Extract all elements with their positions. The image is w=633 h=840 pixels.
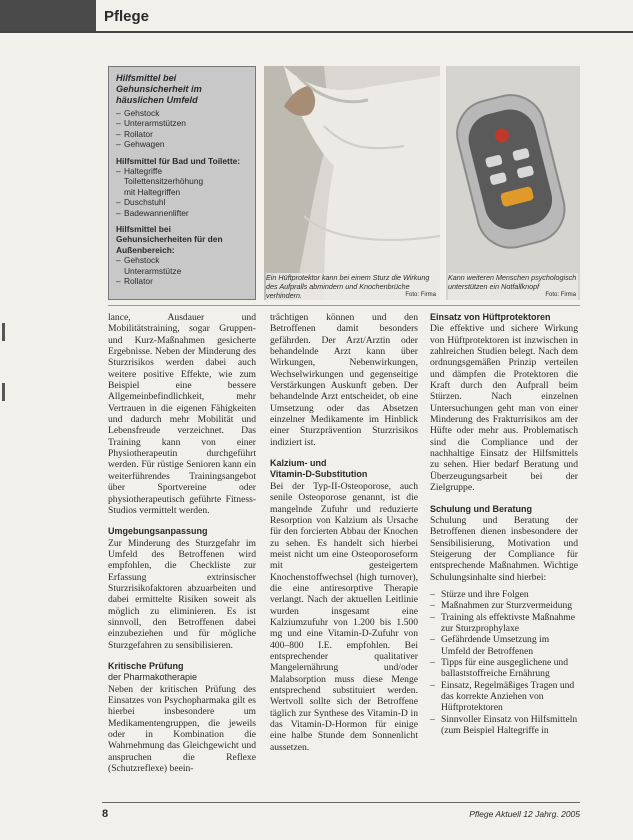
training-topics-list: [430, 589, 578, 736]
list-item: – Stürze und ihre Folgen: [430, 589, 578, 600]
hip-protector-illustration: [264, 66, 440, 300]
info-box-heading-2: Hilfsmittel für Bad und Toilette:: [116, 155, 241, 166]
info-box-title: Hilfsmittel bei Gehunsicherheit im häuslichen Umfeld: [116, 73, 202, 105]
list-item: Unterarmstütze: [124, 265, 182, 276]
list-item: – Maßnahmen zur Sturzvermeidung: [430, 600, 578, 611]
photo-caption-2-text: Kann weiteren Menschen psychologisch unterstützen ein Notfallknopf: [448, 273, 577, 291]
footer-rule: [102, 802, 580, 803]
section-subheading: Vitamin-D-Substitution: [270, 469, 368, 480]
list-item: – Tipps für eine ausgeglichene und ballaststoffreiche Ernährung: [430, 657, 578, 680]
text-column-3: [430, 312, 578, 736]
image-divider: [108, 305, 580, 306]
text-column-2: [270, 312, 418, 753]
list-item: – Rollator: [116, 276, 248, 286]
paragraph: Zur Minderung des Sturzgefahr im Umfeld des Betroffenen wird empfohlen, die Checkliste zur Erfassung extrinsischer Sturzrisikofaktoren abzuarbeiten und dabei ermittelte Risiken soweit als möglich zu eliminieren. Es ist sinnvoll, den Betroffenen dabei einzubeziehen und für mögliche Sturzgefahren zu sensibilisieren.: [108, 537, 256, 651]
photo-caption-2: [448, 273, 578, 300]
list-item: – Haltegriffe: [116, 166, 248, 176]
info-box-list-3: [116, 255, 248, 286]
paragraph: Die effektive und sichere Wirkung von Hüftprotektoren ist inzwischen in zahlreichen Studien belegt. Nach dem ordnungsgemäßen Prinzip verteilen und dämpfen die Protektoren die Kraft durch den Aufprall beim Stürzen. Nach einzelnen Untersuchungen geht man von einer Minderung des Frakturrisikos am der Hüfte oder mehr aus. Problematisch sind die Compliance und der nachhaltige Einsatz der Hilfsmittels zu sehen. Hier bedarf Beratung und Überzeugungsarbeit bei der Zielgruppe.: [430, 323, 578, 494]
list-item: – Gehstock: [116, 255, 248, 265]
paragraph: Schulung und Beratung der Betroffenen dienen insbesondere der Sensibilisierung, Motivation und Steigerung der Compliance für entsprechende Maßnahmen. Wichtige Schulungsinhalte sind hierbei:: [430, 514, 578, 583]
photo-credit-1: Foto: Firma: [405, 292, 436, 298]
emergency-device-illustration: [446, 66, 580, 300]
margin-mark: [2, 383, 5, 401]
margin-mark: [2, 323, 5, 341]
photo-caption-1-text: Ein Hüftprotektor kann bei einem Sturz die Wirkung des Aufpralls abmindern und Knochenbrüche verhindern.: [266, 273, 430, 300]
info-box-list-1: [116, 108, 248, 150]
list-item: Toilettensitzerhöhung: [124, 176, 204, 187]
section-heading: Einsatz von Hüftprotektoren: [430, 312, 551, 322]
paragraph: Neben der kritischen Prüfung des Einsatzes von Psychopharmaka gilt es hierbei insbesondere um Medikamentengruppen, die jeweils oder in Kombination die Wahrnehmung das Gleichgewicht und anspruchen die Reflexe (Schutzreflexe) beein-: [108, 683, 256, 775]
section-subheading: der Pharmakotherapie: [108, 672, 198, 683]
list-item: – Gehwagen: [116, 139, 248, 149]
section-title: Pflege: [104, 8, 150, 25]
info-box-heading-3: Hilfsmittel bei Gehunsicherheiten für den Außenbereich:: [116, 224, 223, 255]
text-column-1: [108, 312, 256, 774]
list-item: mit Haltegriffen: [124, 186, 181, 197]
photo-caption-1: [266, 273, 438, 300]
info-box: [108, 66, 256, 300]
list-item: – Badewannenlifter: [116, 208, 248, 218]
header-rule: [0, 31, 633, 33]
list-item: – Sinnvoller Einsatz von Hilfsmitteln (zum Beispiel Haltegriffe in: [430, 714, 578, 737]
section-heading: Kalzium- und: [270, 458, 327, 469]
section-heading: Kritische Prüfung: [108, 660, 184, 671]
hip-protector-photo: [264, 66, 440, 300]
photo-credit-2: Foto: Firma: [545, 292, 576, 298]
emergency-device-photo: [446, 66, 580, 300]
list-item: – Duschstuhl: [116, 197, 248, 207]
info-box-list-2: [116, 166, 248, 218]
list-item: – Gefährdende Umsetzung im Umfeld der Betroffenen: [430, 634, 578, 657]
list-item: – Gehstock: [116, 108, 248, 118]
list-item: – Unterarmstützen: [116, 118, 248, 128]
paragraph: lance, Ausdauer und Mobilitätstraining, sogar Gruppen- und Kurz-Maßnahmen gesicherte Ergebnisse. Neben der Minderung des Sturzrisikos werden dabei auch weitere positive Effekte, wie zum Beispiel eine bessere Allgemeinbefindlichkeit, mehr Vertrauen in die eigenen Fähigkeiten und dadurch mehr Mobilität und Lebensfreude verzeichnet. Das Training kann von einer Physiotherapeutin durchgeführt werden. Für rüstige Senioren kann ein weiterführendes Trainingsangebot über Sportvereine oder physiotherapeutisch geführte Fitness-Studios vermittelt werden.: [108, 312, 256, 516]
list-item: – Rollator: [116, 129, 248, 139]
section-tab: [0, 0, 96, 33]
list-item: – Training als effektivste Maßnahme zur Sturzprophylaxe: [430, 612, 578, 635]
journal-footer: Pflege Aktuell 12 Jahrg. 2005: [469, 809, 580, 819]
section-heading: Schulung und Beratung: [430, 503, 532, 514]
page-number: 8: [102, 808, 109, 820]
list-item: – Einsatz, Regelmäßiges Tragen und das korrekte Anziehen von Hüftprotektoren: [430, 680, 578, 714]
paragraph: Bei der Typ-II-Osteoporose, auch senile Osteoporose genannt, ist die mangelnde Zufuhr und reduzierte Resorption von Kalzium als Ursache für den forcierten Abbau der Knochen zu sehen. Es handelt sich hierbei meist nicht um eine Osteoporoseform mit gesteigertem Knochenstoffwechsel (high turnover), die eine antiresorptive Therapie verlangt. Nach der aktuellen Leitlinie wurden insgesamt eine Kalziumzufuhr von 1.200 bis 1.500 mg und eine Vitamin-D-Zufuhr von 400–800 I.E. empfohlen. Bei entsprechender qualitativer Mangelernährung und/oder Malabsorption muss diese Menge entsprechend substituiert werden. Wertvoll sollte sich der Betroffene täglich zur Synthese des Vitamin-D in das Vitamin-D-Hormon für einige eine halbe Stunde dem Sonnenlicht aussetzen.: [270, 480, 418, 753]
paragraph: trächtigen können und den Betroffenen damit besonders gefährden. Der Arzt/Arztin oder behandelnde Arzt kann über Wirkungen, Nebenwirkungen, Wechselwirkungen und gegenseitige Verstärkungen Auskunft geben. Der behandelnde Arzt entscheidet, ob eine Umsetzung oder das Absetzen einzelner Medikamente im Hinblick einer Sturzprävention Sturzrisikos indiziert ist.: [270, 312, 418, 448]
section-heading: Umgebungsanpassung: [108, 526, 208, 537]
